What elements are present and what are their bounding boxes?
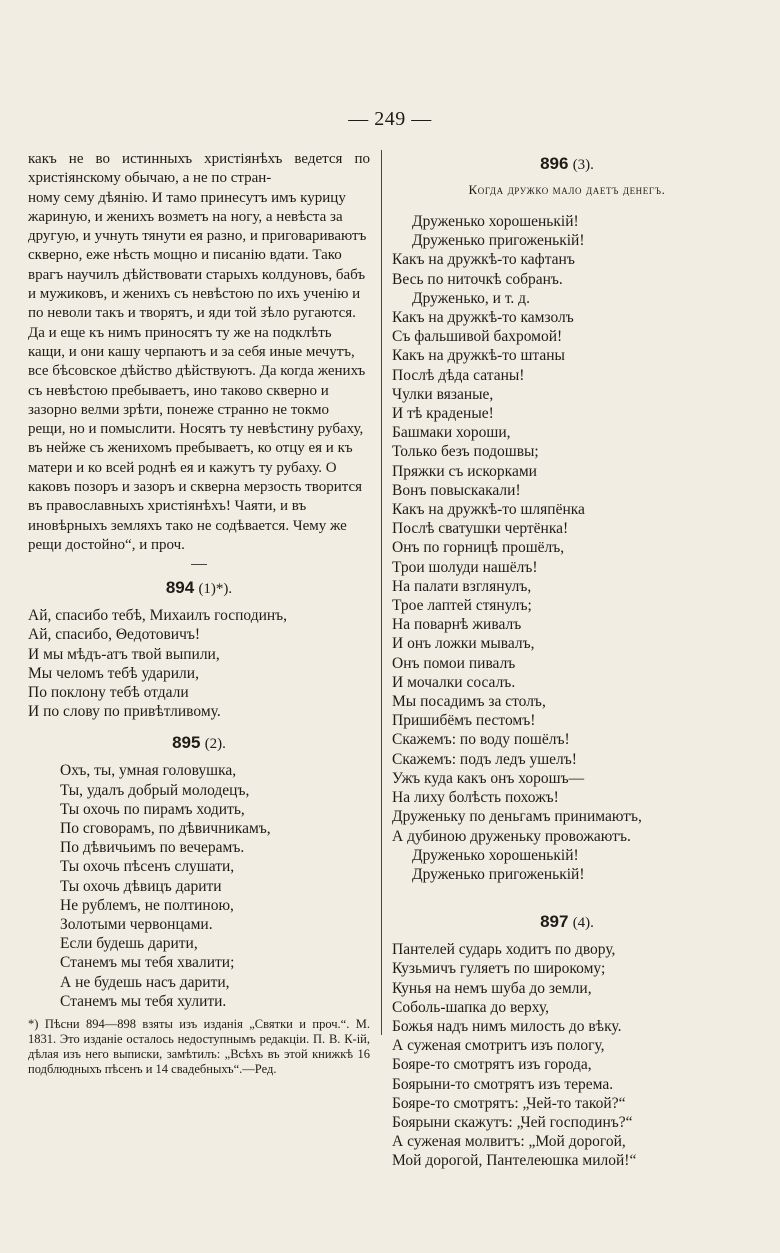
song-heading-897 (392, 912, 742, 932)
verse-line: Ай, спасибо тебѣ, Михаилъ господинъ, (28, 607, 288, 625)
verse-line: Трои шолуди нашёлъ! (392, 558, 538, 576)
verse-line: Божья надъ нимъ милость до вѣку. (392, 1017, 622, 1035)
verse-line: На лиху болѣсть похожъ! (392, 789, 559, 807)
song-heading-896 (392, 154, 742, 174)
song-note: (2). (204, 736, 226, 753)
verse-line: Соболь-шапка до верху, (392, 998, 550, 1016)
song-number: 897 (540, 912, 569, 932)
verse-line: Друженько, и т. д. (412, 289, 530, 307)
song-heading-894 (28, 578, 370, 598)
verse-line: Охъ, ты, умная головушка, (60, 762, 237, 780)
verse-line: Станемъ мы тебя хулити. (60, 992, 227, 1010)
song-note: (3). (572, 157, 594, 173)
verse-line: Друженько пригоженькiй! (412, 865, 585, 883)
verse-line: Башмаки хороши, (392, 424, 511, 442)
verse-line: Пришибёмъ пестомъ! (392, 712, 536, 730)
verse-line: И мочалки сосалъ. (392, 673, 516, 691)
song-897-verse (392, 940, 742, 1170)
verse-line: И тѣ краденые! (392, 405, 494, 423)
verse-line: Только безъ подошвы; (392, 443, 539, 461)
song-896-title (392, 182, 742, 198)
verse-line: И онъ ложки мывалъ, (392, 635, 535, 653)
verse-line: Ты охочь по пирамъ ходить, (60, 800, 245, 818)
verse-line: Бояре-то смотрятъ изъ города, (392, 1056, 592, 1074)
verse-line: По поклону тебѣ отдали (28, 684, 189, 702)
right-column (392, 150, 742, 1171)
verse-line: На палати взглянулъ, (392, 577, 532, 595)
verse-line: А не будешь насъ дарити, (60, 973, 230, 991)
verse-line: Ай, спасибо, Θедотовичъ! (28, 626, 201, 644)
verse-line: Боярыни-то смотрятъ изъ терема. (392, 1075, 614, 1093)
verse-line: Мой дорогой, Пантелеюшка милой!“ (392, 1152, 637, 1170)
verse-line: Кунья на немъ шуба до земли, (392, 979, 592, 997)
verse-line: Ты охочь дѣвицъ дарити (60, 877, 222, 895)
verse-line: По дѣвичьимъ по вечерамъ. (60, 839, 245, 857)
song-number: 896 (540, 154, 569, 173)
verse-line: Мы посадимъ за столъ, (392, 693, 546, 711)
song-number: 895 (172, 733, 201, 753)
song-note: (1)*). (198, 581, 233, 598)
verse-line: Боярыни скажутъ: „Чей господинъ?“ (392, 1113, 633, 1131)
verse-line: Весь по ниточкѣ собранъ. (392, 270, 563, 288)
verse-line: Если будешь дарити, (60, 935, 198, 953)
verse-line: Послѣ дѣда сатаны! (392, 366, 525, 384)
verse-line: Трое лаптей стянулъ; (392, 597, 532, 615)
verse-line: Скажемъ: по воду пошёлъ! (392, 731, 570, 749)
verse-line: Друженько хорошенькiй! (412, 846, 579, 864)
verse-line: И мы мѣдъ-атъ твой выпили, (28, 645, 220, 663)
page-number: — 249 — (348, 108, 432, 130)
verse-line: И по слову по привѣтливому. (28, 703, 221, 721)
verse-line: Пряжки съ искорками (392, 462, 537, 480)
verse-line: Друженько хорошенькiй! (412, 213, 579, 230)
prose-paragraph: какъ не во истинныхъ христiянѣхъ ведется по христiянскому обычаю, а не по стран- (28, 151, 370, 187)
song-note: (4). (572, 915, 594, 932)
verse-line: Бояре-то смотрятъ: „Чей-то такой?“ (392, 1094, 626, 1112)
verse-line: Какъ на дружкѣ-то штаны (392, 347, 565, 365)
verse-line: Съ фальшивой бахромой! (392, 328, 563, 346)
verse-line: Мы челомъ тебѣ ударили, (28, 664, 199, 682)
verse-line: Ты, удалъ добрый молодецъ, (60, 781, 250, 799)
verse-line: А суженая смотритъ изъ пологу, (392, 1037, 605, 1055)
verse-line: Какъ на дружкѣ-то шляпёнка (392, 501, 585, 519)
verse-line: Онъ помои пивалъ (392, 654, 516, 672)
column-divider (381, 150, 382, 1035)
verse-line: Станемъ мы тебя хвалити; (60, 954, 235, 972)
footnote: *) Пѣсни 894—898 взяты изъ изданiя „Святки и проч.“. М. 1831. Это изданiе осталось недоступнымъ редакцiи. П. В. К-iй, дѣлая изъ него выписки, замѣтилъ: „Всѣхъ въ этой книжкѣ 16 подблюдныхъ пѣсенъ и 14 свадебныхъ“.—Ред. (28, 1017, 370, 1077)
verse-line: На поварнѣ живалъ (392, 616, 522, 634)
verse-line: Кузьмичъ гуляетъ по широкому; (392, 960, 606, 978)
song-number: 894 (165, 578, 195, 598)
verse-line: По сговорамъ, по дѣвичникамъ, (60, 820, 271, 838)
verse-line: А дубиною друженьку провожаютъ. (392, 827, 631, 845)
verse-line: Послѣ сватушки чертёнка! (392, 520, 569, 538)
verse-line: Ты охочь пѣсенъ слушати, (60, 858, 235, 876)
song-896-verse (392, 212, 742, 884)
verse-line: Друженьку по деньгамъ принимаютъ, (392, 808, 642, 826)
prose-block (28, 150, 370, 555)
verse-line: Чулки вязаные, (392, 385, 494, 403)
verse-line: Онъ по горницѣ прошёлъ, (392, 539, 565, 557)
song-title-text: Когда дружко мало даетъ денегъ. (468, 182, 666, 197)
verse-line: А суженая молвитъ: „Мой дорогой, (392, 1133, 626, 1151)
verse-line: Какъ на дружкѣ-то кафтанъ (392, 251, 575, 269)
verse-line: Не рублемъ, не полтиною, (60, 896, 234, 914)
verse-line: Какъ на дружкѣ-то камзолъ (392, 309, 574, 327)
song-heading-895 (28, 733, 370, 753)
verse-line: Золотыми червонцами. (60, 916, 213, 934)
verse-line: Ужъ куда какъ онъ хорошъ— (392, 769, 585, 787)
song-894-verse (28, 606, 370, 721)
verse-line: Друженько пригоженькiй! (412, 232, 585, 250)
verse-line: Пантелей сударь ходитъ по двору, (392, 941, 616, 959)
section-separator (191, 564, 207, 565)
left-column (28, 150, 370, 1077)
verse-line: Вонъ повыскакали! (392, 481, 521, 499)
verse-line: Скажемъ: подъ ледъ ушелъ! (392, 750, 577, 768)
prose-paragraph: ному сему дѣянiю. И тамо принесутъ имъ курицу жариную, и женихъ возметъ на ногу, а невѣста за другую, и учнуть тянути ея разно, и приговариваютъ скверно, еже нѣсть мощно и писанiю вдати. Тако врагъ научилъ дѣйствовати старыхъ колдуновъ, бабъ и мужиковъ, и женихъ съ невѣстою по ихъ ученiю и по неволи такъ и творятъ, и яди той зѣло ругаются. Да и еще къ нимъ приносятъ ту же на подклѣть кащи, и они кашу черпаютъ и за себя иные мечутъ, все бѣсовское дѣйство дѣйствуютъ. Да когда женихъ съ невѣстою пребываетъ, ино таково скверно и зазорно велми зрѣти, понеже странно не токмо рещи, но и помыслити. Носятъ ту невѣстину рубаху, въ нейже съ женихомъ пребываетъ, ко отцу ея и къ матери и ко всей роднѣ ея и кажутъ ту рубаху. О каковъ позоръ и зазоръ и скверна мерзость творится въ православныхъ христiянѣхъ! Чаяти, и въ иновѣрныхъ земляхъ тако не содѣвается. Чему же рещи достойно“, и проч. (28, 189, 367, 553)
song-895-verse (28, 761, 370, 1011)
